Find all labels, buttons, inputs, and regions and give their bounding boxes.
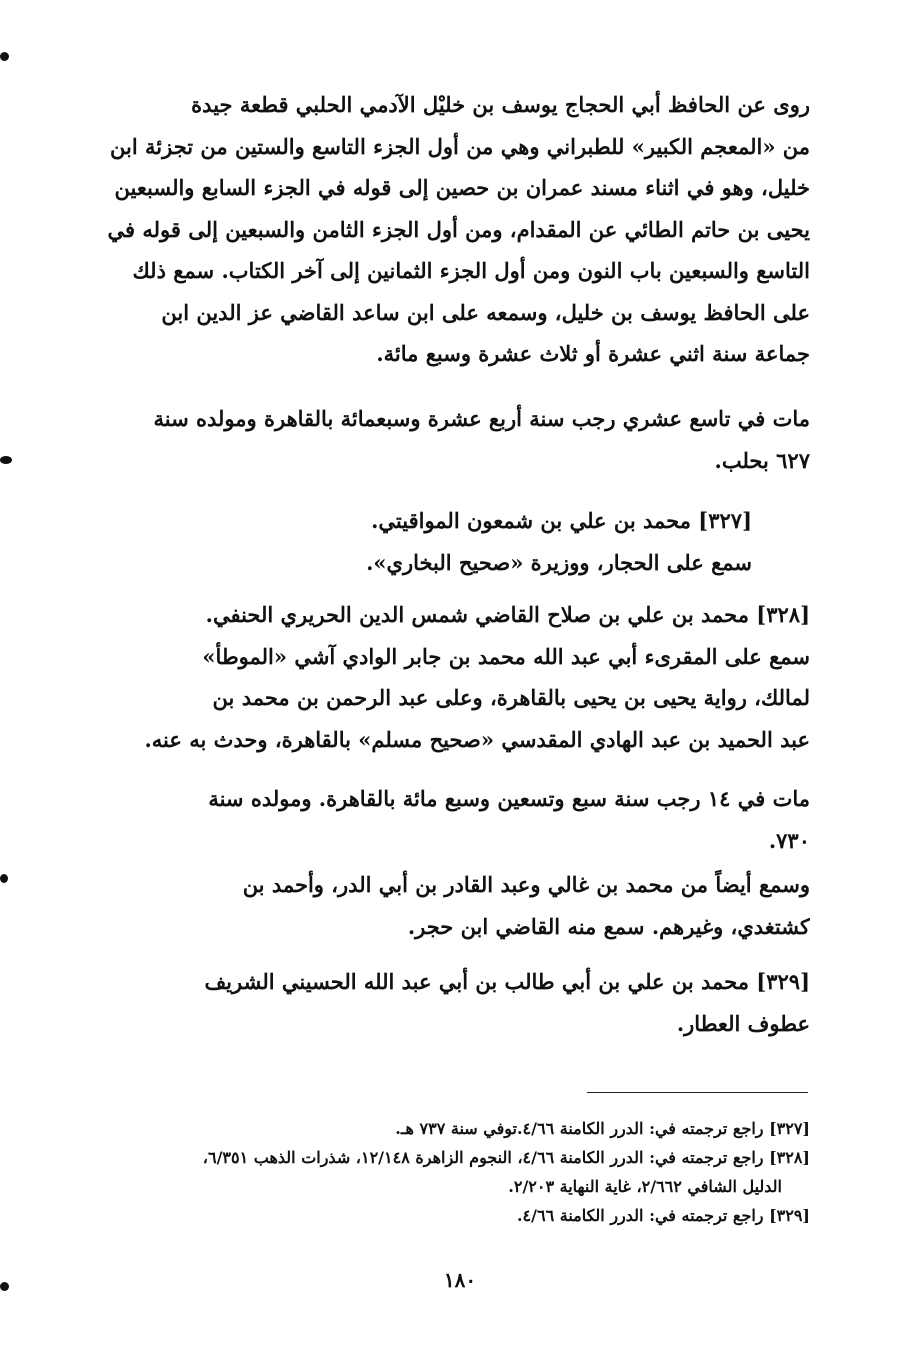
text-line: عبد الحميد بن عبد الهادي المقدسي «صحيح مسلم» بالقاهرة، وحدث به عنه.: [144, 726, 810, 752]
scan-mark: [0, 874, 8, 883]
footnote-328: [٣٢٨] راجع ترجمته في: الدرر الكامنة ٤/٦٦، النجوم الزاهرة ١٢/١٤٨، شذرات الذهب ٦/٣٥١،: [202, 1148, 810, 1167]
scan-mark: [0, 52, 9, 61]
footnote-divider: [587, 1092, 808, 1093]
page-number: ١٨٠: [443, 1268, 477, 1292]
entry-329: [92, 961, 810, 1044]
text-line: وسمع أيضاً من محمد بن غالي وعبد القادر بن أبي الدر، وأحمد بن: [242, 872, 810, 897]
entry-heading: [٣٢٧] محمد بن علي بن شمعون المواقيتي.: [371, 508, 752, 533]
entry-328: [92, 594, 810, 760]
text-line: كشتغدي، وغيرهم. سمع منه القاضي ابن حجر.: [407, 913, 810, 939]
text-line: لمالك، رواية يحيى بن يحيى بالقاهرة، وعلى عبد الرحمن بن محمد بن: [212, 685, 810, 710]
paragraph-death-328: [92, 778, 810, 861]
text-line: سمع على المقرىء أبي عبد الله محمد بن جابر الوادي آشي «الموطأ»: [202, 643, 810, 669]
text-line: مات في تاسع عشري رجب سنة أربع عشرة وسبعمائة بالقاهرة ومولده سنة: [153, 406, 810, 431]
paragraph-also-heard: [92, 864, 810, 947]
entry-327: [92, 500, 752, 583]
footnote-327: [٣٢٧] راجع ترجمته في: الدرر الكامنة ٤/٦٦.توفي سنة ٧٣٧ هـ.: [395, 1119, 810, 1138]
text-line: جماعة سنة اثني عشرة أو ثلاث عشرة وسبع مائة.: [376, 341, 810, 366]
entry-heading: [٣٢٨] محمد بن علي بن صلاح القاضي شمس الدين الحريري الحنفي.: [205, 602, 810, 627]
text-line: ٧٣٠.: [768, 827, 810, 853]
footnotes: [92, 1114, 810, 1230]
text-line: التاسع والسبعين باب النون ومن أول الجزء الثمانين إلى آخر الكتاب. سمع ذلك: [132, 258, 810, 283]
footnote-328-continued: الدليل الشافي ٢/٦٦٢، غاية النهاية ٢/٢٠٣.: [508, 1177, 782, 1196]
scan-mark: [0, 1282, 9, 1291]
text-line: يحيى بن حاتم الطائي عن المقدام، ومن أول الجزء الثامن والسبعين إلى قوله في: [107, 216, 810, 242]
text-line: خليل، وهو في اثناء مسند عمران بن حصين إلى قوله في الجزء السابع والسبعين: [114, 175, 810, 200]
entry-heading: [٣٢٩] محمد بن علي بن أبي طالب بن أبي عبد الله الحسيني الشريف: [204, 969, 810, 994]
text-line: مات في ١٤ رجب سنة سبع وتسعين وسبع مائة بالقاهرة. ومولده سنة: [208, 786, 810, 811]
text-line: روى عن الحافظ أبي الحجاج يوسف بن خليْل الآدمي الحلبي قطعة جيدة: [191, 92, 810, 117]
text-line: ٦٢٧ بحلب.: [714, 447, 810, 473]
paragraph-death-date: [92, 398, 810, 481]
paragraph-transmission: [92, 84, 810, 375]
scan-mark: [0, 456, 12, 464]
footnote-329: [٣٢٩] راجع ترجمته في: الدرر الكامنة ٤/٦٦.: [516, 1206, 810, 1225]
text-line: سمع على الحجار، ووزيرة «صحيح البخاري».: [366, 549, 752, 575]
text-line: على الحافظ يوسف بن خليل، وسمعه على ابن ساعد القاضي عز الدين ابن: [161, 299, 810, 325]
text-line: عطوف العطار.: [676, 1010, 810, 1036]
text-line: من «المعجم الكبير» للطبراني وهي من أول الجزء التاسع والستين من تجزئة ابن: [110, 133, 810, 159]
